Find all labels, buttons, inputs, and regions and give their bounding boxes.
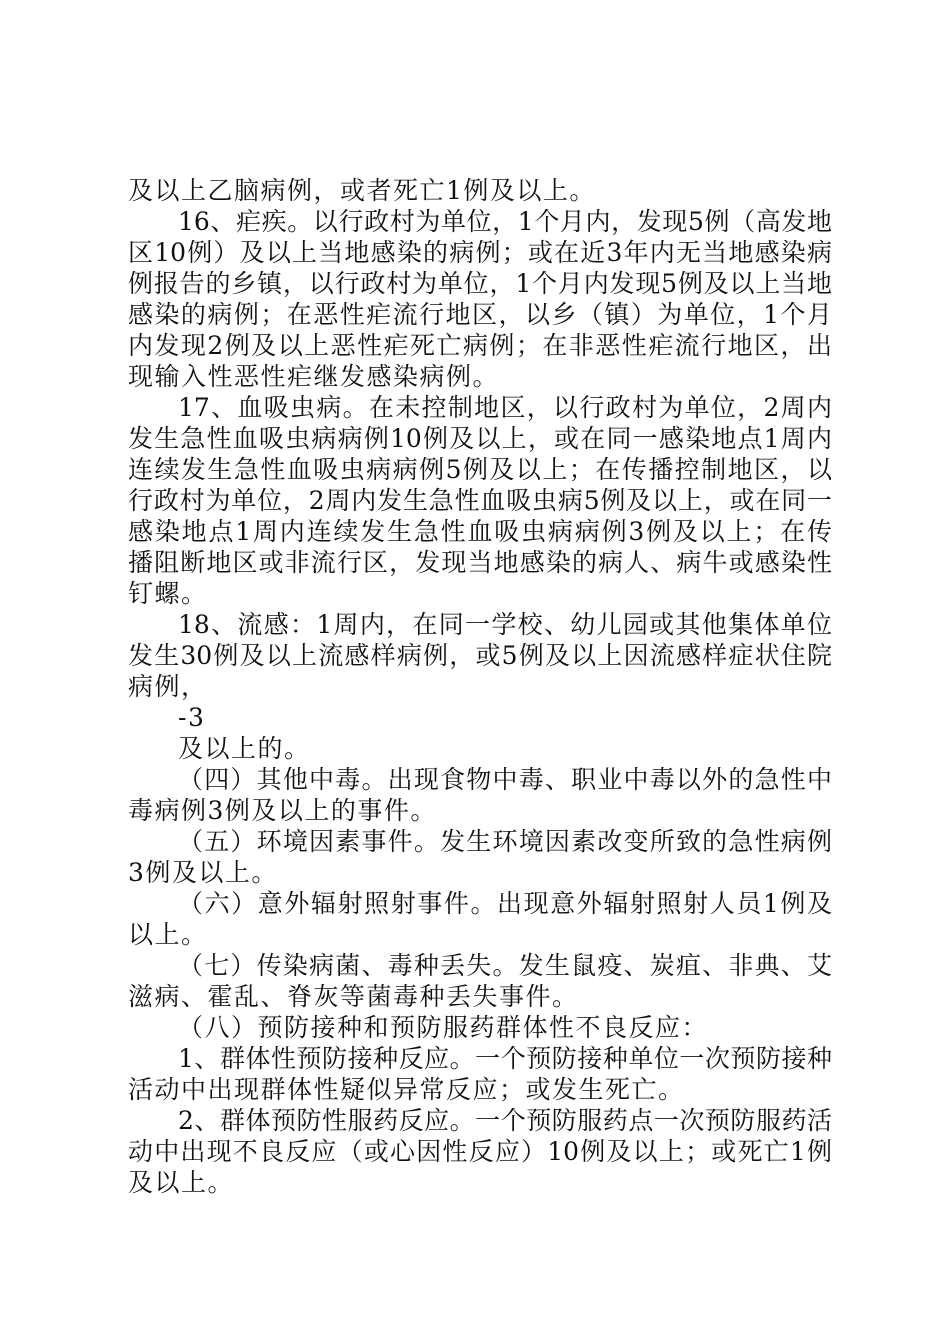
text-line: 钉螺。 (128, 579, 208, 608)
text-line: 毒病例3例及以上的事件。 (128, 796, 437, 825)
text-line: 动中出现不良反应（或心因性反应）10例及以上；或死亡1例 (128, 1137, 832, 1166)
text-line: （七）传染病菌、毒种丢失。发生鼠疫、炭疽、非典、艾 (178, 951, 832, 980)
text-line: 16、疟疾。以行政村为单位，1个月内，发现5例（高发地 (178, 207, 832, 236)
text-line: 发生30例及以上流感样病例，或5例及以上因流感样症状住院 (128, 641, 832, 670)
text-line: （四）其他中毒。出现食物中毒、职业中毒以外的急性中 (178, 765, 832, 794)
text-line: 发生急性血吸虫病病例10例及以上，或在同一感染地点1周内 (128, 424, 832, 453)
text-line: 及以上。 (128, 1168, 235, 1197)
text-line: 连续发生急性血吸虫病病例5例及以上；在传播控制地区，以 (128, 455, 832, 484)
text-line: 17、血吸虫病。在未控制地区，以行政村为单位，2周内 (178, 393, 832, 422)
text-line: 及以上乙脑病例，或者死亡1例及以上。 (128, 176, 596, 205)
text-line: 播阻断地区或非流行区，发现当地感染的病人、病牛或感染性 (128, 548, 832, 577)
text-line: 感染地点1周内连续发生急性血吸虫病病例3例及以上；在传 (128, 517, 832, 546)
text-line: 滋病、霍乱、脊灰等菌毒种丢失事件。 (128, 982, 579, 1011)
text-line: 及以上的。 (178, 734, 311, 763)
text-line: 3例及以上。 (128, 858, 278, 887)
text-line: （八）预防接种和预防服药群体性不良反应： (178, 1013, 709, 1042)
text-line: 1、群体性预防接种反应。一个预防接种单位一次预防接种 (178, 1044, 832, 1073)
text-line: 以上。 (128, 920, 208, 949)
text-line: （六）意外辐射照射事件。出现意外辐射照射人员1例及 (178, 889, 832, 918)
text-line: 现输入性恶性疟继发感染病例。 (128, 362, 500, 391)
text-line: 18、流感：1周内，在同一学校、幼儿园或其他集体单位 (178, 610, 832, 639)
page-number: -3 (178, 703, 206, 732)
text-line: 内发现2例及以上恶性疟死亡病例；在非恶性疟流行地区，出 (128, 331, 832, 360)
text-line: 例报告的乡镇，以行政村为单位，1个月内发现5例及以上当地 (128, 269, 832, 298)
text-line: （五）环境因素事件。发生环境因素改变所致的急性病例 (178, 827, 832, 856)
text-line: 区10例）及以上当地感染的病例；或在近3年内无当地感染病 (128, 238, 832, 267)
text-line: 感染的病例；在恶性疟流行地区，以乡（镇）为单位，1个月 (128, 300, 832, 329)
text-line: 行政村为单位，2周内发生急性血吸虫病5例及以上，或在同一 (128, 486, 832, 515)
text-line: 病例， (128, 672, 208, 701)
text-line: 2、群体预防性服药反应。一个预防服药点一次预防服药活 (178, 1106, 832, 1135)
text-line: 活动中出现群体性疑似异常反应；或发生死亡。 (128, 1075, 685, 1104)
